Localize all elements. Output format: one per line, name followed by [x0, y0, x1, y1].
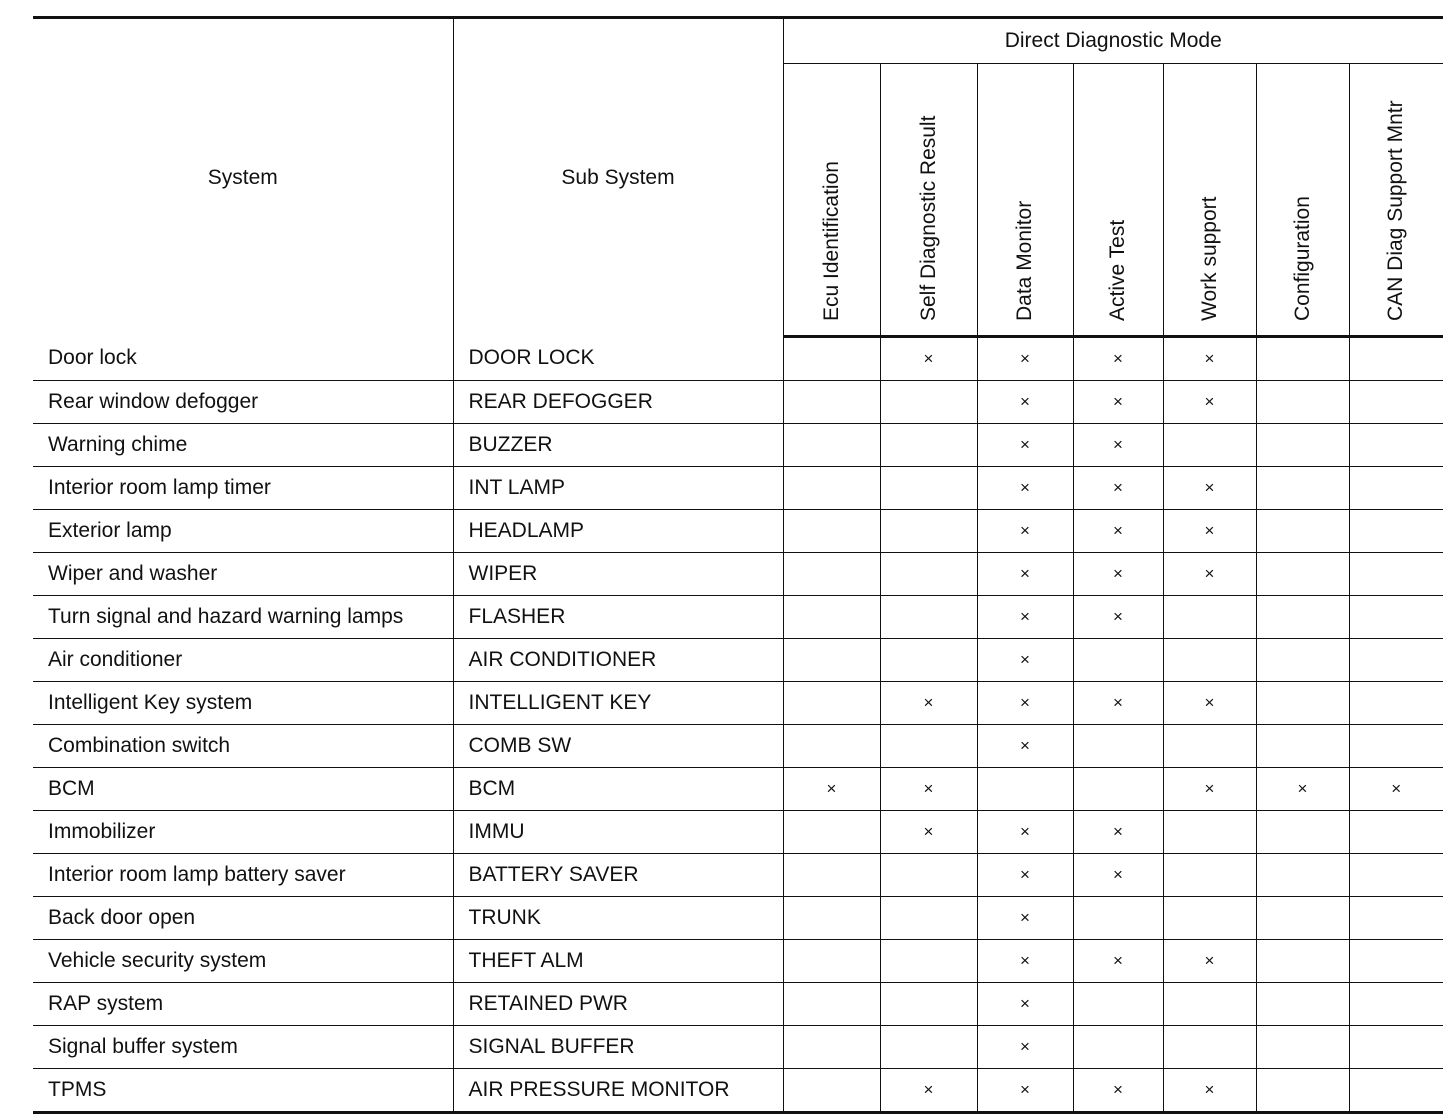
empty-cell [1349, 983, 1443, 1026]
table-row [33, 983, 1443, 1026]
empty-cell [880, 424, 977, 467]
system-cell: Door lock [33, 337, 453, 381]
system-cell: Immobilizer [33, 811, 453, 854]
supported-mark: × [1073, 337, 1163, 381]
mode-header-label: Active Test [1106, 219, 1129, 321]
empty-cell [1349, 897, 1443, 940]
empty-cell [783, 983, 880, 1026]
supported-mark: × [1163, 1069, 1256, 1113]
empty-cell [783, 553, 880, 596]
empty-cell [1349, 467, 1443, 510]
table-row [33, 596, 1443, 639]
sub-system-cell: IMMU [453, 811, 783, 854]
mode-header [880, 64, 977, 337]
table-row [33, 1069, 1443, 1113]
empty-cell [1349, 725, 1443, 768]
sub-system-header: Sub System [453, 18, 783, 337]
empty-cell [1073, 639, 1163, 682]
supported-mark: × [880, 1069, 977, 1113]
empty-cell [783, 1069, 880, 1113]
sub-system-cell: BUZZER [453, 424, 783, 467]
sub-system-cell: AIR PRESSURE MONITOR [453, 1069, 783, 1113]
empty-cell [1349, 854, 1443, 897]
system-cell: Rear window defogger [33, 381, 453, 424]
empty-cell [783, 639, 880, 682]
supported-mark: × [1073, 510, 1163, 553]
system-cell: Interior room lamp timer [33, 467, 453, 510]
supported-mark: × [977, 510, 1073, 553]
empty-cell [783, 424, 880, 467]
sub-system-cell: BCM [453, 768, 783, 811]
empty-cell [880, 596, 977, 639]
empty-cell [880, 553, 977, 596]
mode-header [1349, 64, 1443, 337]
supported-mark: × [1256, 768, 1349, 811]
system-cell: Air conditioner [33, 639, 453, 682]
supported-mark: × [1163, 940, 1256, 983]
system-header: System [33, 18, 453, 337]
mode-header-label: CAN Diag Support Mntr [1384, 100, 1408, 321]
supported-mark: × [1073, 381, 1163, 424]
supported-mark: × [977, 1026, 1073, 1069]
supported-mark: × [977, 811, 1073, 854]
supported-mark: × [977, 337, 1073, 381]
empty-cell [1256, 467, 1349, 510]
supported-mark: × [977, 897, 1073, 940]
supported-mark: × [1163, 768, 1256, 811]
mode-header-label: Configuration [1290, 196, 1314, 321]
empty-cell [1349, 811, 1443, 854]
mode-header-label: Ecu Identification [819, 161, 843, 321]
table-row [33, 725, 1443, 768]
sub-system-cell: INTELLIGENT KEY [453, 682, 783, 725]
empty-cell [880, 510, 977, 553]
supported-mark: × [1163, 510, 1256, 553]
empty-cell [1349, 553, 1443, 596]
system-cell: Exterior lamp [33, 510, 453, 553]
supported-mark: × [1073, 596, 1163, 639]
empty-cell [1256, 596, 1349, 639]
sub-system-cell: SIGNAL BUFFER [453, 1026, 783, 1069]
empty-cell [880, 639, 977, 682]
supported-mark: × [1073, 854, 1163, 897]
empty-cell [1163, 811, 1256, 854]
table-row [33, 1026, 1443, 1069]
empty-cell [1073, 768, 1163, 811]
system-cell: RAP system [33, 983, 453, 1026]
supported-mark: × [977, 1069, 1073, 1113]
empty-cell [880, 467, 977, 510]
table-row [33, 854, 1443, 897]
empty-cell [1256, 1069, 1349, 1113]
system-cell: Back door open [33, 897, 453, 940]
empty-cell [880, 725, 977, 768]
supported-mark: × [880, 768, 977, 811]
system-cell: TPMS [33, 1069, 453, 1113]
supported-mark: × [977, 424, 1073, 467]
empty-cell [1163, 424, 1256, 467]
mode-header [1073, 64, 1163, 337]
supported-mark: × [880, 682, 977, 725]
sub-system-cell: DOOR LOCK [453, 337, 783, 381]
empty-cell [1256, 725, 1349, 768]
supported-mark: × [977, 467, 1073, 510]
supported-mark: × [1163, 381, 1256, 424]
empty-cell [1256, 337, 1349, 381]
sub-system-cell: FLASHER [453, 596, 783, 639]
system-cell: Intelligent Key system [33, 682, 453, 725]
diagnostic-mode-table [33, 16, 1443, 1114]
system-cell: Wiper and washer [33, 553, 453, 596]
table-row [33, 811, 1443, 854]
mode-header-label: Work support [1197, 196, 1221, 321]
supported-mark: × [977, 682, 1073, 725]
supported-mark: × [977, 983, 1073, 1026]
system-cell: BCM [33, 768, 453, 811]
empty-cell [1349, 337, 1443, 381]
supported-mark: × [977, 596, 1073, 639]
empty-cell [783, 1026, 880, 1069]
empty-cell [1349, 682, 1443, 725]
empty-cell [1256, 510, 1349, 553]
empty-cell [880, 1026, 977, 1069]
table-row [33, 639, 1443, 682]
empty-cell [1256, 897, 1349, 940]
empty-cell [1256, 553, 1349, 596]
sub-system-cell: WIPER [453, 553, 783, 596]
sub-system-cell: AIR CONDITIONER [453, 639, 783, 682]
sub-system-cell: BATTERY SAVER [453, 854, 783, 897]
supported-mark: × [1073, 553, 1163, 596]
system-cell: Interior room lamp battery saver [33, 854, 453, 897]
empty-cell [1163, 897, 1256, 940]
mode-header [1163, 64, 1256, 337]
empty-cell [783, 467, 880, 510]
table-row [33, 940, 1443, 983]
supported-mark: × [1163, 337, 1256, 381]
empty-cell [1349, 510, 1443, 553]
table-row [33, 381, 1443, 424]
empty-cell [1256, 682, 1349, 725]
table-row [33, 553, 1443, 596]
empty-cell [1163, 725, 1256, 768]
empty-cell [1256, 381, 1349, 424]
empty-cell [1256, 1026, 1349, 1069]
direct-diagnostic-mode-header: Direct Diagnostic Mode [783, 18, 1443, 64]
empty-cell [1349, 639, 1443, 682]
system-cell: Signal buffer system [33, 1026, 453, 1069]
empty-cell [1349, 381, 1443, 424]
empty-cell [1073, 725, 1163, 768]
empty-cell [783, 811, 880, 854]
empty-cell [783, 854, 880, 897]
mode-header-label: Self Diagnostic Result [916, 115, 940, 321]
supported-mark: × [1073, 467, 1163, 510]
supported-mark: × [977, 381, 1073, 424]
supported-mark: × [1163, 467, 1256, 510]
system-cell: Combination switch [33, 725, 453, 768]
empty-cell [1163, 639, 1256, 682]
empty-cell [880, 940, 977, 983]
supported-mark: × [977, 639, 1073, 682]
empty-cell [1349, 596, 1443, 639]
supported-mark: × [977, 725, 1073, 768]
empty-cell [783, 725, 880, 768]
empty-cell [783, 940, 880, 983]
empty-cell [880, 897, 977, 940]
system-cell: Vehicle security system [33, 940, 453, 983]
mode-header-label: Data Monitor [1013, 200, 1036, 321]
sub-system-cell: COMB SW [453, 725, 783, 768]
mode-header [977, 64, 1073, 337]
system-cell: Warning chime [33, 424, 453, 467]
mode-header [783, 64, 880, 337]
empty-cell [1256, 983, 1349, 1026]
sub-system-cell: REAR DEFOGGER [453, 381, 783, 424]
empty-cell [880, 381, 977, 424]
empty-cell [783, 337, 880, 381]
empty-cell [1163, 1026, 1256, 1069]
supported-mark: × [1073, 682, 1163, 725]
empty-cell [783, 897, 880, 940]
supported-mark: × [1073, 940, 1163, 983]
supported-mark: × [977, 553, 1073, 596]
empty-cell [1073, 1026, 1163, 1069]
empty-cell [1256, 811, 1349, 854]
empty-cell [1163, 983, 1256, 1026]
sub-system-cell: RETAINED PWR [453, 983, 783, 1026]
system-cell: Turn signal and hazard warning lamps [33, 596, 453, 639]
supported-mark: × [880, 337, 977, 381]
supported-mark: × [1073, 424, 1163, 467]
supported-mark: × [977, 940, 1073, 983]
supported-mark: × [977, 854, 1073, 897]
table-row [33, 467, 1443, 510]
empty-cell [1256, 424, 1349, 467]
empty-cell [977, 768, 1073, 811]
empty-cell [880, 983, 977, 1026]
empty-cell [1256, 854, 1349, 897]
table-row [33, 424, 1443, 467]
table-row [33, 510, 1443, 553]
empty-cell [1073, 983, 1163, 1026]
supported-mark: × [1073, 811, 1163, 854]
empty-cell [1349, 940, 1443, 983]
empty-cell [1349, 1026, 1443, 1069]
supported-mark: × [783, 768, 880, 811]
table-row [33, 768, 1443, 811]
mode-header [1256, 64, 1349, 337]
sub-system-cell: TRUNK [453, 897, 783, 940]
sub-system-cell: INT LAMP [453, 467, 783, 510]
empty-cell [783, 596, 880, 639]
empty-cell [1163, 596, 1256, 639]
supported-mark: × [1349, 768, 1443, 811]
table-row [33, 897, 1443, 940]
empty-cell [880, 854, 977, 897]
empty-cell [1349, 424, 1443, 467]
supported-mark: × [1073, 1069, 1163, 1113]
empty-cell [783, 510, 880, 553]
supported-mark: × [1163, 682, 1256, 725]
empty-cell [1256, 940, 1349, 983]
sub-system-cell: THEFT ALM [453, 940, 783, 983]
empty-cell [1256, 639, 1349, 682]
supported-mark: × [880, 811, 977, 854]
empty-cell [1349, 1069, 1443, 1113]
empty-cell [1163, 854, 1256, 897]
sub-system-cell: HEADLAMP [453, 510, 783, 553]
table-row [33, 337, 1443, 381]
table-row [33, 682, 1443, 725]
empty-cell [783, 682, 880, 725]
supported-mark: × [1163, 553, 1256, 596]
empty-cell [1073, 897, 1163, 940]
empty-cell [783, 381, 880, 424]
